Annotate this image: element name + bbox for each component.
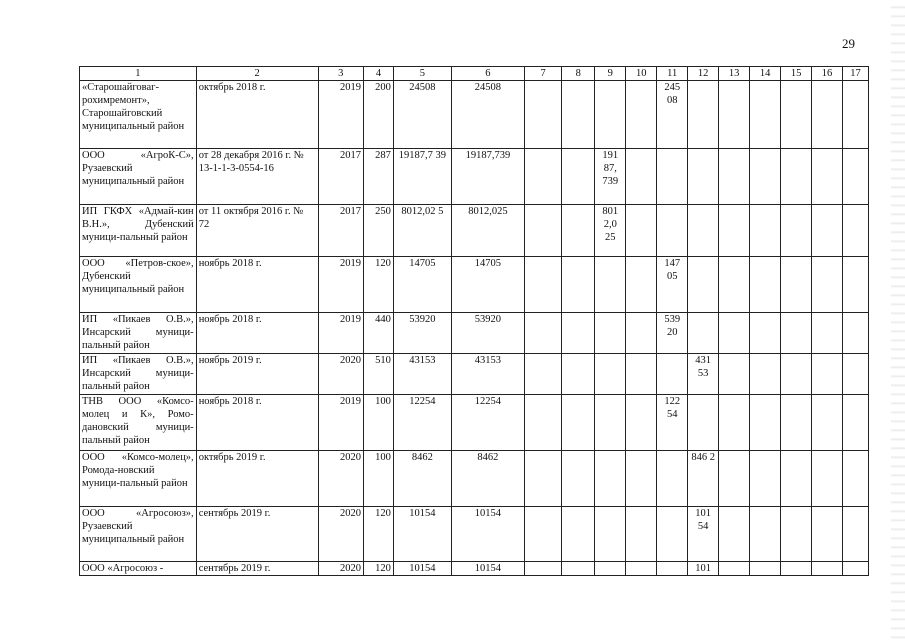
- cell-c12: [688, 149, 719, 205]
- cell-date: сентябрь 2019 г.: [196, 507, 318, 562]
- cell-c4: 120: [363, 257, 393, 313]
- cell-c5: 43153: [393, 354, 451, 395]
- cell-c6: 24508: [451, 81, 524, 149]
- cell-empty: [812, 507, 843, 562]
- cell-c4: 287: [363, 149, 393, 205]
- cell-empty: [781, 562, 812, 576]
- cell-empty: [525, 205, 562, 257]
- cell-date: ноябрь 2018 г.: [196, 257, 318, 313]
- cell-c12: [688, 395, 719, 451]
- cell-empty: [812, 81, 843, 149]
- cell-empty: [750, 205, 781, 257]
- cell-empty: [626, 205, 657, 257]
- header-row: [80, 67, 869, 81]
- cell-c11: [657, 562, 688, 576]
- cell-c6: 43153: [451, 354, 524, 395]
- cell-empty: [719, 395, 750, 451]
- cell-empty: [812, 562, 843, 576]
- cell-c9: 191 87, 739: [595, 149, 626, 205]
- cell-c11: 122 54: [657, 395, 688, 451]
- cell-c5: 53920: [393, 313, 451, 354]
- cell-empty: [626, 562, 657, 576]
- header-cell: 4: [363, 67, 393, 81]
- cell-name: ООО «Агросоюз -: [80, 562, 197, 576]
- cell-date: сентябрь 2019 г.: [196, 562, 318, 576]
- cell-empty: [812, 205, 843, 257]
- cell-empty: [781, 257, 812, 313]
- cell-c3: 2017: [318, 205, 363, 257]
- cell-c9: [595, 507, 626, 562]
- cell-name: «Старошайговаг-рохимремонт», Старошайговский муниципальный район: [80, 81, 197, 149]
- cell-empty: [562, 205, 595, 257]
- cell-c11: [657, 205, 688, 257]
- cell-c3: 2019: [318, 313, 363, 354]
- cell-name: ООО «АгроК-С», Рузаевский муниципальный район: [80, 149, 197, 205]
- cell-c4: 120: [363, 507, 393, 562]
- cell-c3: 2020: [318, 354, 363, 395]
- cell-empty: [525, 149, 562, 205]
- header-cell: 14: [750, 67, 781, 81]
- cell-c4: 510: [363, 354, 393, 395]
- cell-c11: [657, 507, 688, 562]
- cell-empty: [750, 257, 781, 313]
- cell-c3: 2020: [318, 451, 363, 507]
- cell-empty: [843, 354, 869, 395]
- cell-empty: [525, 562, 562, 576]
- header-cell: 17: [843, 67, 869, 81]
- cell-c6: 10154: [451, 562, 524, 576]
- header-cell: 9: [595, 67, 626, 81]
- cell-c6: 14705: [451, 257, 524, 313]
- cell-empty: [626, 354, 657, 395]
- header-cell: 12: [688, 67, 719, 81]
- cell-empty: [843, 149, 869, 205]
- cell-empty: [562, 313, 595, 354]
- cell-empty: [626, 257, 657, 313]
- cell-empty: [750, 81, 781, 149]
- table-row: [80, 257, 869, 313]
- cell-empty: [626, 81, 657, 149]
- header-cell: 16: [812, 67, 843, 81]
- cell-c11: 539 20: [657, 313, 688, 354]
- cell-name: ООО «Петров-ское», Дубенский муниципальный район: [80, 257, 197, 313]
- cell-empty: [562, 562, 595, 576]
- cell-empty: [719, 313, 750, 354]
- scan-edge-artifact: [891, 0, 905, 640]
- cell-c12: [688, 205, 719, 257]
- cell-empty: [562, 451, 595, 507]
- cell-empty: [562, 149, 595, 205]
- cell-empty: [781, 395, 812, 451]
- cell-empty: [525, 395, 562, 451]
- cell-c4: 120: [363, 562, 393, 576]
- cell-empty: [562, 354, 595, 395]
- cell-name: ТНВ ООО «Комсо-молец и К», Ромо-дановский муници-пальный район: [80, 395, 197, 451]
- cell-empty: [781, 205, 812, 257]
- cell-name: ООО «Комсо-молец», Ромода-новский муници-пальный район: [80, 451, 197, 507]
- cell-c3: 2019: [318, 81, 363, 149]
- cell-empty: [626, 395, 657, 451]
- cell-empty: [843, 81, 869, 149]
- cell-c6: 8012,025: [451, 205, 524, 257]
- cell-c5: 10154: [393, 507, 451, 562]
- cell-c12: [688, 313, 719, 354]
- cell-empty: [812, 451, 843, 507]
- cell-c11: 245 08: [657, 81, 688, 149]
- cell-c12: 846 2: [688, 451, 719, 507]
- cell-c4: 100: [363, 395, 393, 451]
- cell-date: октябрь 2019 г.: [196, 451, 318, 507]
- table-row: [80, 81, 869, 149]
- cell-c12: 101 54: [688, 507, 719, 562]
- cell-c12: 101: [688, 562, 719, 576]
- cell-empty: [525, 507, 562, 562]
- header-cell: 3: [318, 67, 363, 81]
- table-row: [80, 313, 869, 354]
- table-row: [80, 507, 869, 562]
- cell-c4: 440: [363, 313, 393, 354]
- cell-c4: 250: [363, 205, 393, 257]
- cell-empty: [750, 395, 781, 451]
- cell-date: от 28 декабря 2016 г. № 13-1-1-3-0554-16: [196, 149, 318, 205]
- cell-empty: [626, 507, 657, 562]
- cell-c12: 431 53: [688, 354, 719, 395]
- cell-c9: [595, 395, 626, 451]
- cell-empty: [719, 354, 750, 395]
- cell-empty: [781, 149, 812, 205]
- cell-empty: [843, 313, 869, 354]
- cell-c3: 2017: [318, 149, 363, 205]
- cell-name: ИП «Пикаев О.В.», Инсарский муници-пальный район: [80, 313, 197, 354]
- cell-c9: [595, 313, 626, 354]
- cell-empty: [843, 257, 869, 313]
- cell-empty: [781, 313, 812, 354]
- cell-empty: [719, 562, 750, 576]
- cell-empty: [843, 205, 869, 257]
- cell-name: ООО «Агросоюз», Рузаевский муниципальный район: [80, 507, 197, 562]
- cell-c6: 53920: [451, 313, 524, 354]
- cell-date: ноябрь 2018 г.: [196, 395, 318, 451]
- cell-c9: [595, 562, 626, 576]
- table-row: [80, 562, 869, 576]
- cell-c6: 10154: [451, 507, 524, 562]
- header-cell: 6: [451, 67, 524, 81]
- cell-c9: [595, 81, 626, 149]
- data-table: [79, 66, 869, 576]
- cell-empty: [750, 354, 781, 395]
- cell-empty: [812, 354, 843, 395]
- header-cell: 7: [525, 67, 562, 81]
- cell-date: ноябрь 2019 г.: [196, 354, 318, 395]
- cell-empty: [812, 257, 843, 313]
- cell-empty: [843, 395, 869, 451]
- cell-empty: [562, 395, 595, 451]
- header-cell: 10: [626, 67, 657, 81]
- cell-empty: [781, 451, 812, 507]
- cell-empty: [719, 149, 750, 205]
- cell-empty: [525, 257, 562, 313]
- cell-empty: [719, 257, 750, 313]
- cell-empty: [719, 451, 750, 507]
- cell-c11: [657, 149, 688, 205]
- cell-empty: [719, 507, 750, 562]
- cell-empty: [719, 205, 750, 257]
- cell-c5: 12254: [393, 395, 451, 451]
- cell-c5: 24508: [393, 81, 451, 149]
- cell-empty: [525, 81, 562, 149]
- cell-empty: [843, 562, 869, 576]
- cell-empty: [562, 507, 595, 562]
- cell-empty: [750, 149, 781, 205]
- cell-c5: 8012,02 5: [393, 205, 451, 257]
- cell-c5: 10154: [393, 562, 451, 576]
- cell-c11: [657, 451, 688, 507]
- cell-empty: [562, 257, 595, 313]
- header-cell: 13: [719, 67, 750, 81]
- cell-c3: 2019: [318, 257, 363, 313]
- header-cell: 15: [781, 67, 812, 81]
- cell-c4: 200: [363, 81, 393, 149]
- cell-empty: [750, 507, 781, 562]
- cell-empty: [525, 313, 562, 354]
- cell-empty: [626, 149, 657, 205]
- header-cell: 2: [196, 67, 318, 81]
- cell-c12: [688, 257, 719, 313]
- cell-empty: [525, 354, 562, 395]
- cell-empty: [626, 313, 657, 354]
- cell-c12: [688, 81, 719, 149]
- table-row: [80, 354, 869, 395]
- cell-empty: [525, 451, 562, 507]
- cell-c3: 2020: [318, 562, 363, 576]
- cell-empty: [626, 451, 657, 507]
- cell-date: от 11 октября 2016 г. № 72: [196, 205, 318, 257]
- cell-name: ИП ГКФХ «Адмай-кин В.Н.», Дубенский муници-пальный район: [80, 205, 197, 257]
- header-cell: 8: [562, 67, 595, 81]
- cell-empty: [812, 149, 843, 205]
- table-row: [80, 205, 869, 257]
- cell-c11: [657, 354, 688, 395]
- cell-empty: [812, 313, 843, 354]
- header-cell: 11: [657, 67, 688, 81]
- cell-empty: [750, 451, 781, 507]
- table-row: [80, 451, 869, 507]
- cell-c3: 2019: [318, 395, 363, 451]
- cell-empty: [843, 507, 869, 562]
- cell-empty: [781, 507, 812, 562]
- header-cell: 5: [393, 67, 451, 81]
- table-row: [80, 149, 869, 205]
- cell-c5: 14705: [393, 257, 451, 313]
- cell-c6: 12254: [451, 395, 524, 451]
- cell-empty: [812, 395, 843, 451]
- cell-c9: [595, 354, 626, 395]
- cell-empty: [750, 313, 781, 354]
- cell-c6: 8462: [451, 451, 524, 507]
- cell-empty: [781, 354, 812, 395]
- cell-c9: [595, 451, 626, 507]
- cell-c5: 8462: [393, 451, 451, 507]
- cell-empty: [843, 451, 869, 507]
- page-number: 29: [842, 36, 855, 51]
- cell-c5: 19187,7 39: [393, 149, 451, 205]
- cell-c4: 100: [363, 451, 393, 507]
- cell-name: ИП «Пикаев О.В.», Инсарский муници-пальный район: [80, 354, 197, 395]
- cell-empty: [781, 81, 812, 149]
- cell-c6: 19187,739: [451, 149, 524, 205]
- cell-c9: 801 2,0 25: [595, 205, 626, 257]
- header-cell: 1: [80, 67, 197, 81]
- cell-date: ноябрь 2018 г.: [196, 313, 318, 354]
- cell-empty: [562, 81, 595, 149]
- cell-c9: [595, 257, 626, 313]
- cell-c11: 147 05: [657, 257, 688, 313]
- cell-empty: [719, 81, 750, 149]
- cell-date: октябрь 2018 г.: [196, 81, 318, 149]
- cell-empty: [750, 562, 781, 576]
- cell-c3: 2020: [318, 507, 363, 562]
- table-row: [80, 395, 869, 451]
